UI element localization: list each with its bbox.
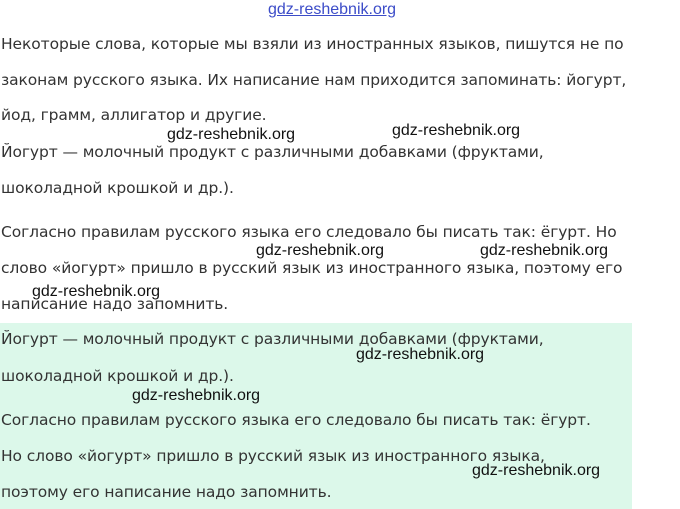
watermark: gdz-reshebnik.org — [132, 387, 261, 404]
watermark: gdz-reshebnik.org — [32, 283, 161, 300]
text-line: слово «йогурт» пришло в русский язык из иностранного языка, поэтому его — [1, 259, 623, 277]
watermark: gdz-reshebnik.org — [256, 242, 385, 259]
answer-line: поэтому его написание надо запомнить. — [1, 483, 332, 501]
answer-line: шоколадной крошкой и др.). — [1, 367, 234, 385]
text-line: законам русского языка. Их написание нам приходится запоминать: йогурт, — [1, 71, 627, 89]
answer-line: Но слово «йогурт» пришло в русский язык из иностранного языка, — [1, 447, 545, 465]
watermark: gdz-reshebnik.org — [167, 126, 296, 143]
text-line: Йогурт — молочный продукт с различными добавками (фруктами, — [1, 143, 544, 161]
watermark: gdz-reshebnik.org — [472, 462, 601, 479]
watermark: gdz-reshebnik.org — [392, 122, 521, 139]
watermark: gdz-reshebnik.org — [356, 346, 485, 363]
text-line: написание надо запомнить. — [1, 295, 229, 313]
answer-line: Йогурт — молочный продукт с различными добавками (фруктами, — [1, 330, 544, 348]
text-line: шоколадной крошкой и др.). — [1, 179, 234, 197]
watermark: gdz-reshebnik.org — [480, 242, 609, 259]
text-line: Некоторые слова, которые мы взяли из иностранных языков, пишутся не по — [1, 35, 624, 53]
text-line: йод, грамм, аллигатор и другие. — [1, 106, 267, 124]
site-watermark-link[interactable]: gdz-reshebnik.org — [268, 1, 397, 18]
answer-line: Согласно правилам русского языка его следовало бы писать так: ёгурт. — [1, 411, 591, 429]
text-line: Согласно правилам русского языка его следовало бы писать так: ёгурт. Но — [1, 223, 617, 241]
